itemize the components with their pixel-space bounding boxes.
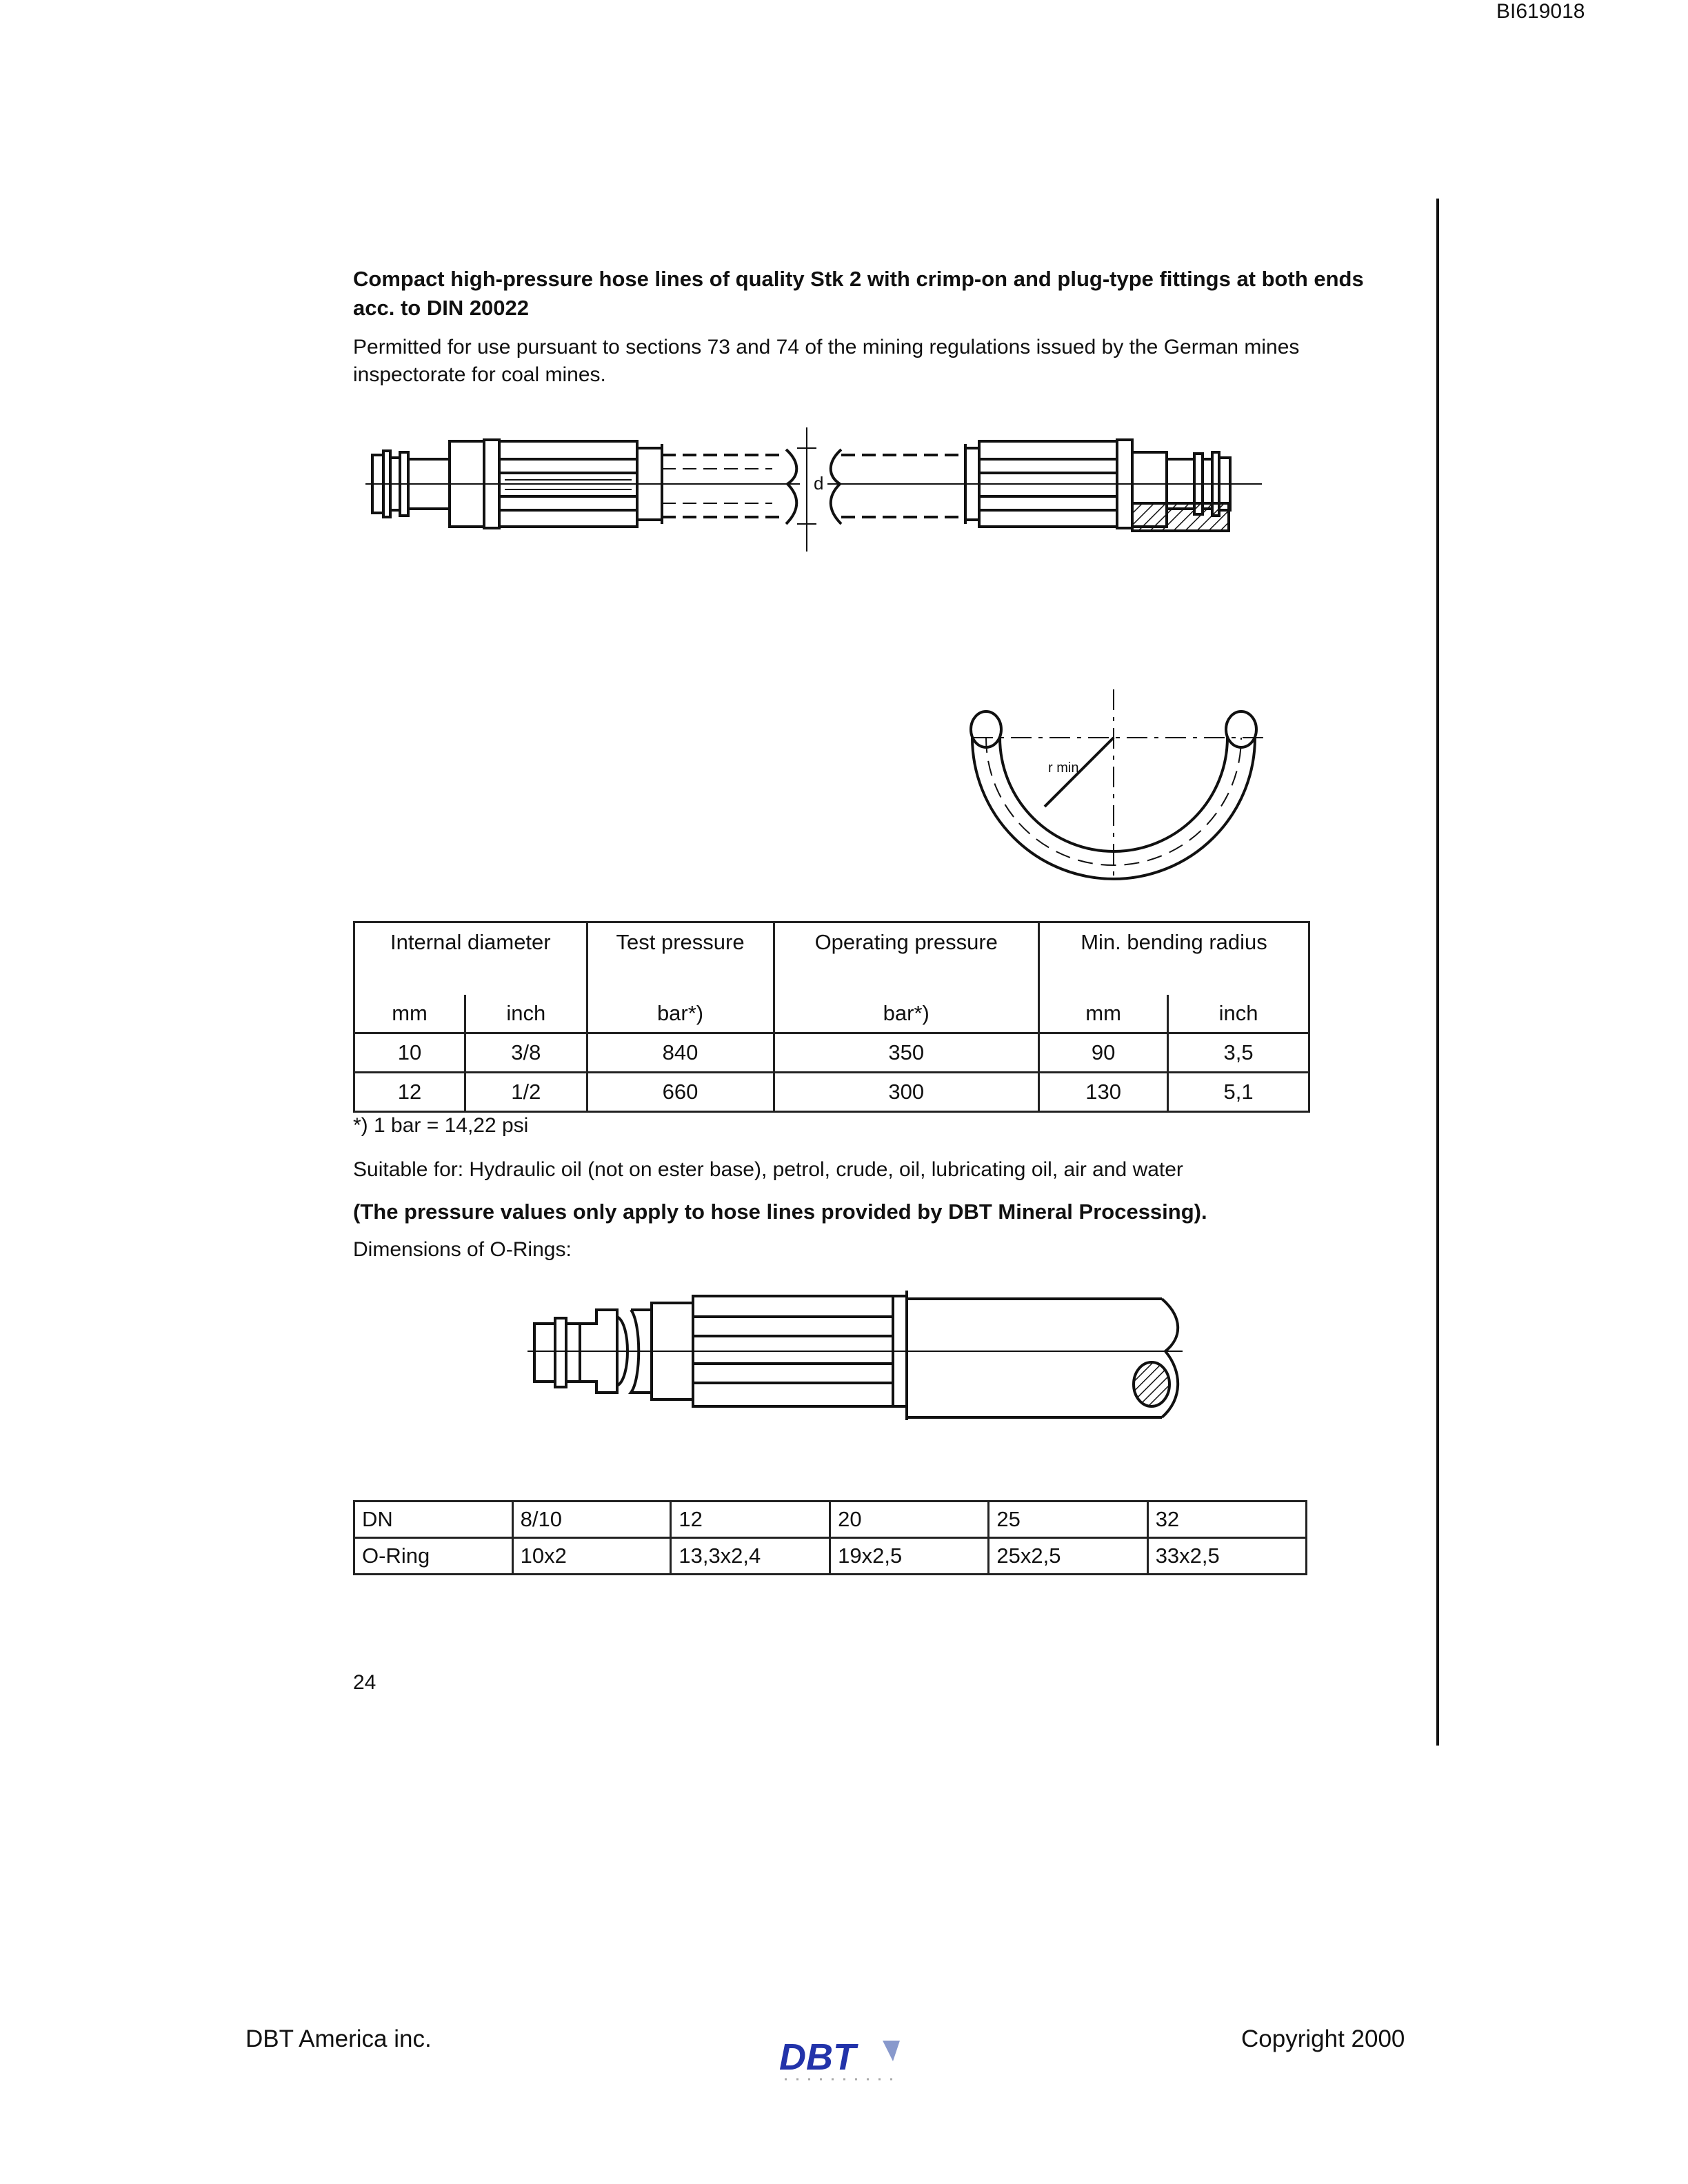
table-cell: 25 [989,1502,1147,1538]
table-cell: O-Ring [354,1538,513,1575]
footnote: *) 1 bar = 14,22 psi [353,1114,529,1137]
bending-radius-diagram [958,682,1276,882]
page-title: Compact high-pressure hose lines of quality Stk 2 with crimp-on and plug-type fittings at both ends acc. to DIN 20022 [353,267,1364,320]
dbt-logo [779,2034,917,2089]
footer-company: DBT America inc. [245,2025,432,2052]
table-cell: 350 [774,1033,1039,1073]
table-cell: 12 [671,1502,830,1538]
table-cell: 660 [587,1073,774,1112]
table-cell: 300 [774,1073,1039,1112]
table-row [354,1033,1309,1073]
radius-label: r min [1048,760,1079,776]
hose-spec-table [353,921,1310,1113]
unit-cell: bar*) [774,995,1039,1033]
unit-cell: inch [465,995,587,1033]
table-cell: DN [354,1502,513,1538]
table-row [354,1538,1307,1575]
table-cell: 19x2,5 [830,1538,989,1575]
table-cell: 25x2,5 [989,1538,1147,1575]
header-min-bending-radius: Min. bending radius [1039,922,1309,995]
diameter-label: d [814,473,824,494]
oring-dimensions-table [353,1500,1307,1575]
table-cell: 10x2 [512,1538,671,1575]
intro-paragraph: Permitted for use pursuant to sections 73 and 74 of the mining regulations issued by the German mines inspectorate for coal mines. [353,336,1300,386]
pressure-note: (The pressure values only apply to hose lines provided by DBT Mineral Processing). [353,1200,1207,1224]
document-id: BI619018 [1496,0,1585,23]
table-cell: 130 [1039,1073,1168,1112]
suitable-for-text: Suitable for: Hydraulic oil (not on ester base), petrol, crude, oil, lubricating oil, air and water [353,1158,1183,1181]
right-margin-rule [1436,199,1439,1746]
header-operating-pressure: Operating pressure [774,922,1039,995]
page-number: 24 [353,1671,376,1694]
table-cell: 20 [830,1502,989,1538]
table-cell: 13,3x2,4 [671,1538,830,1575]
table-cell: 90 [1039,1033,1168,1073]
unit-cell: bar*) [587,995,774,1033]
table-cell: 840 [587,1033,774,1073]
table-cell: 10 [354,1033,465,1073]
hose-line-diagram [359,421,1283,558]
table-cell: 12 [354,1073,465,1112]
table-cell: 5,1 [1168,1073,1309,1112]
unit-cell: mm [1039,995,1168,1033]
table-row [354,1073,1309,1112]
table-cell: 3/8 [465,1033,587,1073]
unit-cell: inch [1168,995,1309,1033]
svg-text:DBT: DBT [779,2036,856,2078]
footer-copyright: Copyright 2000 [1241,2025,1405,2052]
table-cell: 1/2 [465,1073,587,1112]
table-row [354,1502,1307,1538]
oring-caption: Dimensions of O-Rings: [353,1238,572,1261]
oring-fitting-diagram [521,1282,1196,1468]
table-cell: 32 [1147,1502,1306,1538]
unit-cell: mm [354,995,465,1033]
table-cell: 3,5 [1168,1033,1309,1073]
header-internal-diameter: Internal diameter [354,922,587,995]
table-cell: 33x2,5 [1147,1538,1306,1575]
header-test-pressure: Test pressure [587,922,774,995]
table-cell: 8/10 [512,1502,671,1538]
